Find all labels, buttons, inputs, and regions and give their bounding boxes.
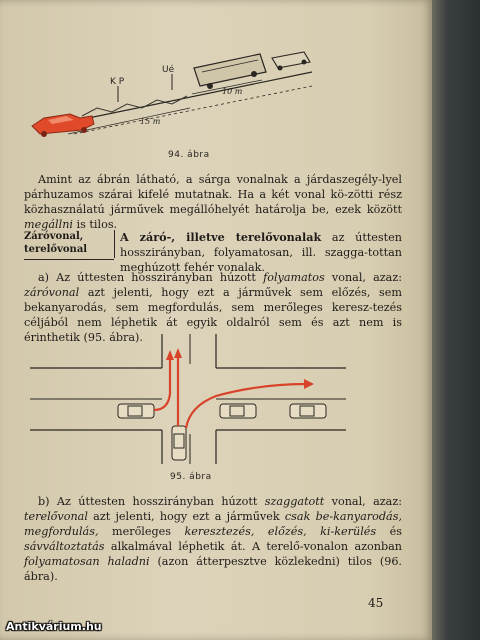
item-b-paragraph: b) Az úttesten hosszirányban húzott szaggatott vonal, azaz: terelővonal azt jelenti, hogy ezt a járművek csak be-kanyarodás, megfordulás, merőleges keresztezés, előzés, ki-kerülés és sávváltoztatás alkalmával léphetik át. A terelő-vonalon azonban folyamatosan haladni (azon átterpesztve közlekedni) tilos (96. ábra). [24,495,403,583]
car-center-left [220,404,256,418]
figure-95-caption: 95. ábra [170,472,212,482]
car-right-lane [290,404,326,418]
figure-94-illustration [22,42,322,154]
parked-car-illustration [272,52,310,71]
dimension-10m: 10 m [222,87,243,96]
paragraph-yellow-line: Amint az ábrán látható, a sárga vonalnak a járdaszegély-lyel párhuzamos szárai kifelé mutatnak. Ha a két vonal kö-zötti rész közhasználatú járművek megállóhelyét határolja be, ezek között megállni is tilos. [24,173,402,231]
red-car-illustration [32,114,94,137]
side-heading-rule [24,259,114,260]
zigzag-marking [82,96,187,116]
watermark: Antikvárium.hu [6,620,102,633]
car-left-lane [118,404,154,418]
side-heading: Záróvonal, terelővonal [24,230,115,258]
sign-kp: K P [110,77,125,87]
road-line [74,86,312,134]
car-bottom-approach [172,426,186,460]
book-cover-edge [432,0,480,640]
figure-95-intersection [20,334,350,464]
definition-paragraph: A záró-, illetve terelővonalak az úttesten hosszirányban, folyamatosan, ill. szagga-tottan meghúzott fehér vonalak. [120,230,402,274]
page-number: 45 [368,596,384,610]
item-a-paragraph: a) Az úttesten hosszirányban húzott folyamatos vonal, azaz: záróvonal azt jelenti, hogy ezt a járművek sem előzés, sem bekanyarodás, sem megfordulás, sem merőleges keresz-tezés céljából nem léphetik át egyik oldalról sem és azt nem is érinthetik (95. ábra). [24,271,402,344]
dimension-15m: 15 m [140,117,161,126]
figure-94-caption: 94. ábra [168,150,210,160]
sign-ue: Ué [162,65,175,75]
tram-illustration [194,42,266,89]
